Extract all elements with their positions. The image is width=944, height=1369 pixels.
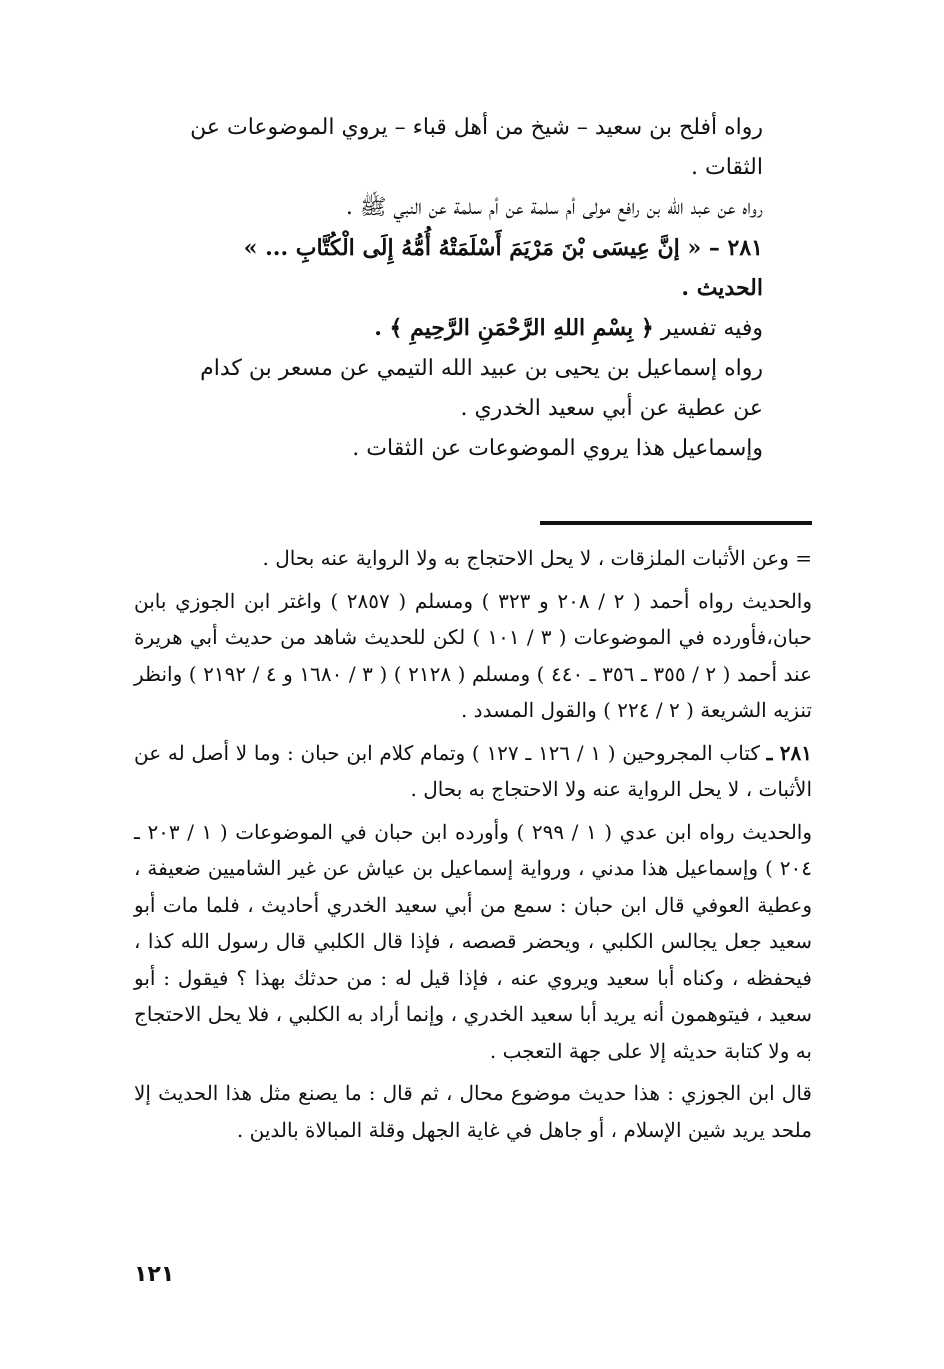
main-line-chain: رواه عن عبد الله بن رافع مولى أم سلمة عن أم سلمة عن النبي ﷺ . <box>345 195 763 220</box>
footnote-separator <box>540 521 812 525</box>
footnotes-block <box>134 540 812 1154</box>
footnote-281-discussion: والحديث رواه ابن عدي ( ١ / ٢٩٩ ) وأورده ابن حبان في الموضوعات ( ١ / ٢٠٣ ـ ٢٠٤ ) وإسماعيل هذا مدني ، ورواية إسماعيل بن عياش عن غير الشاميين ضعيفة ، وعطية العوفي قال ابن حبان : سمع من أبي سعيد الخدري أحاديث ، فلما مات أبو سعيد جعل يجالس الكلبي ، ويحضر قصصه ، فإذا قال الكلبي قال رسول الله كذا ، فيحفظه ، وكناه أبا سعيد ويروي عنه ، فإذا قيل له : من حدثك بهذا ؟ فيقول : أبو سعيد ، فيتوهمون أنه يريد أبا سعيد الخدري ، وإنما أراد به الكلبي ، فلا يحل الاحتجاج به ولا كتابة حديثه إلا على جهة التعجب . <box>134 819 813 1063</box>
basmala-verse: ﴿ بِسْمِ اللهِ الرَّحْمَنِ الرَّحِيمِ ﴾ . <box>374 315 654 341</box>
footnote-hadith-sources: والحديث رواه أحمد ( ٢ / ٢٠٨ و ٣٢٣ ) ومسلم ( ٢٨٥٧ ) واغتر ابن الجوزي بابن حبان،فأورده في الموضوعات ( ٣ / ١٠١ ) لكن للحديث شاهد من حديث أبي هريرة عند أحمد ( ٢ / ٣٥٥ ـ ٣٥٦ ـ ٤٤٠ ) ومسلم ( ٢١٢٨ ) ( ٣ / ١٦٨٠ و ٤ / ٢١٩٢ ) وانظر تنزيه الشريعة ( ٢ / ٢٢٤ ) والقول المسدد . <box>134 588 813 722</box>
hadith-281 <box>178 228 763 308</box>
footnote-ibn-jawzi: قال ابن الجوزي : هذا حديث موضوع محال ، ثم قال : ما يصنع مثل هذا الحديث إلا ملحد يريد شين الإسلام ، أو جاهل في غاية الجهل وقلة المبالاة بالدين . <box>134 1081 812 1142</box>
footnote-number: ٢٨١ ـ <box>766 740 813 765</box>
main-line-narrator: رواه أفلح بن سعيد – شيخ من أهل قباء – يروي الموضوعات عن الثقات . <box>190 115 763 180</box>
main-line-ismail-note: وإسماعيل هذا يروي الموضوعات عن الثقات . <box>352 436 763 461</box>
main-text-block <box>178 108 763 469</box>
footnote-281-text: كتاب المجروحين ( ١ / ١٢٦ ـ ١٢٧ ) وتمام كلام ابن حبان : وما لا أصل له عن الأثبات ، لا يحل الرواية عنه ولا الاحتجاج به بحال . <box>134 740 812 801</box>
tafsir-line <box>178 308 763 349</box>
hadith-text: – « إنَّ عِيسَى بْنَ مَرْيَمَ أَسْلَمَتْهُ أُمُّهُ إِلَى الْكُتَّابِ ... » الحديث . <box>243 235 763 301</box>
hadith-number: ٢٨١ <box>727 235 763 261</box>
footnote-continuation: = وعن الأثبات الملزقات ، لا يحل الاحتجاج به ولا الرواية عنه بحال . <box>262 546 812 570</box>
main-line-ismail-chain: رواه إسماعيل بن يحيى بن عبيد الله التيمي عن مسعر بن كدام عن عطية عن أبي سعيد الخدري . <box>200 356 763 421</box>
tafsir-prefix: وفيه تفسير <box>660 316 763 341</box>
page-number: ١٢١ <box>134 1262 175 1287</box>
footnote-281 <box>134 735 812 808</box>
